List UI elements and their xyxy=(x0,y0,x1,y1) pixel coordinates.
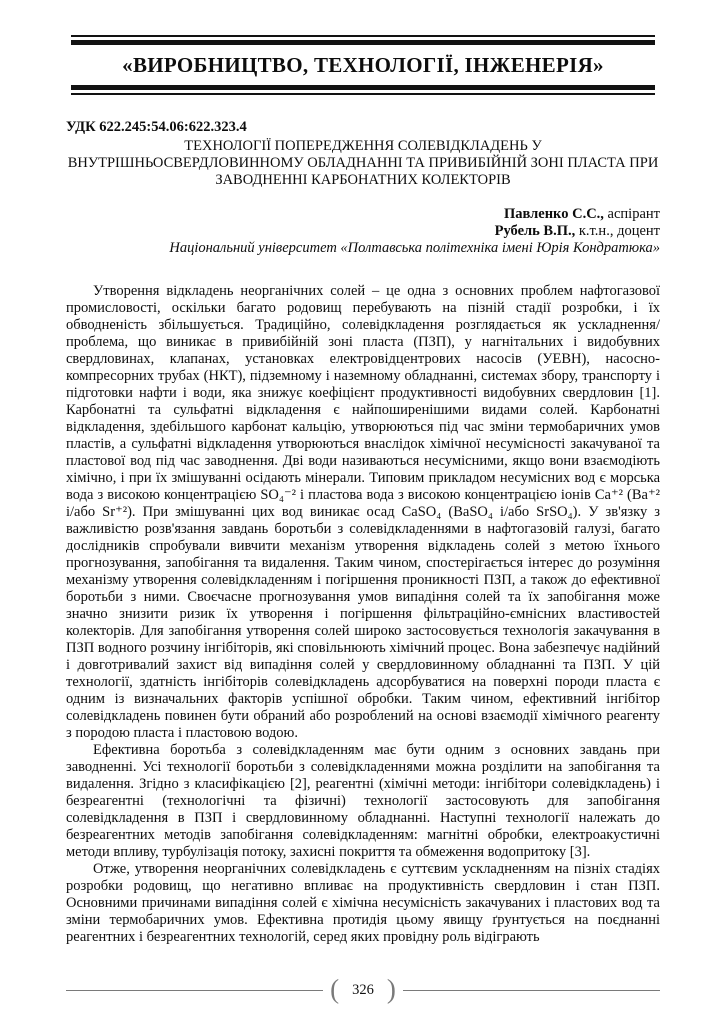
article-title: ТЕХНОЛОГІЇ ПОПЕРЕДЖЕННЯ СОЛЕВІДКЛАДЕНЬ У ВНУТРІШНЬОСВЕРДЛОВИННОМУ ОБЛАДНАННІ ТА ПРИВИБІЙНІЙ ЗОНІ ПЛАСТА ПРИ ЗАВОДНЕННІ КАРБОНАТНИХ КОЛЕКТОРІВ xyxy=(67,138,659,188)
footer-rule-right xyxy=(403,990,660,991)
body-paragraph-3: Отже, утворення неорганічних солевідкладень є суттєвим ускладненням на пізніх стадіях розробки родовищ, що негативно впливає на продуктивність свердловин і стан ПЗП. Основними причинами випадіння солей є хімічна несумісність закачуваних і пластових вод та зміни термобаричних умов. Ефективна протидія цьому явищу ґрунтується на поєднанні реагентних і безреагентних технологій, серед яких провідну роль відіграють xyxy=(66,861,660,945)
author-role: к.т.н., доцент xyxy=(575,223,660,239)
article-body xyxy=(66,283,660,946)
journal-banner xyxy=(71,35,655,95)
body-paragraph-2: Ефективна боротьба з солевідкладенням має бути одним з основних завдань при заводненні. Усі технології боротьби з солевідкладеннями можна розділити на запобігання та видалення. Згідно з класифікацією [2], реагентні (хімічні методи: інгібітори солевідкладень) і безреагентні (технологічні та фізичні) технології застосовують для запобігання солевідкладення в ПЗП і свердловинному обладнанні. Наступні технології належать до безреагентних методів запобігання солевідкладенням: магнітні обробки, електроакустичні методи впливу, турбулізація потоку, захисні покриття та обмеження водопритоку [3]. xyxy=(66,742,660,860)
page-footer xyxy=(66,975,660,1005)
page-number: 326 xyxy=(352,981,374,998)
author-name: Павленко С.С., xyxy=(503,206,604,222)
page-number-right-bracket: ) xyxy=(386,973,396,1004)
journal-banner-title: «ВИРОБНИЦТВО, ТЕХНОЛОГІЇ, ІНЖЕНЕРІЯ» xyxy=(122,53,604,77)
authors-block xyxy=(66,206,660,257)
footer-rule-left xyxy=(66,990,323,991)
page-number-left-bracket: ( xyxy=(330,973,340,1004)
journal-banner-inner xyxy=(71,40,655,90)
udc-code: УДК 622.245:54.06:622.323.4 xyxy=(66,119,247,135)
article xyxy=(66,119,660,946)
author-line xyxy=(66,206,660,223)
author-name: Рубель В.П., xyxy=(494,223,576,239)
author-role: аспірант xyxy=(603,206,660,222)
author-line xyxy=(66,223,660,240)
affiliation: Національний університет «Полтавська політехніка імені Юрія Кондратюка» xyxy=(169,240,660,256)
body-paragraph-1: Утворення відкладень неорганічних солей – це одна з основних проблем нафтогазової промисловості, оскільки багато родовищ перебувають на пізній стадії розробки, і їх обводненість збільшується. Традиційно, солевідкладення розглядається як ускладнення/проблема, що виникає в привибійній зоні пласта (ПЗП), у нагнітальних і видобувних свердловинах, клапанах, установках електровідцентрових насосів (УЕВН), насосно-компресорних трубах (НКТ), підземному і наземному обладнанні, системах збору, транспорту і підготовки нафти і води, яка знижує коефіцієнт продуктивності видобувних свердловин [1]. Карбонатні та сульфатні відкладення є найпоширенішими видами солей. Карбонатні відкладення, здебільшого карбонат кальцію, утворюються під час зміни термобаричних умов пластів, а сульфатні відкладення утворюються внаслідок хімічної несумісності закачуваної та пластової вод під час заводнення. Дві води називаються несумісними, якщо вони взаємодіють хімічно, і при їх змішуванні осідають мінерали. Типовим прикладом несумісних вод є морська вода з високою концентрацією SO₄⁻² і пластова вода з високою концентрацією іонів Ca⁺² (Ba⁺² і/або Sr⁺²). При змішуванні цих вод виникає осад CaSO₄ (BaSO₄ і/або SrSO₄). У зв'язку з важливістю розв'язання завдань боротьби з солевідкладеннями в нафтогазовій галузі, багато дослідників спробували вивчити механізм утворення відкладень солей з метою їхнього прогнозування, запобігання та видалення. Таким чином, спостерігається інтерес до розуміння механізму утворення солевідкладенням і погіршення проникності ПЗП, а також до ефективної боротьби з ними. Своєчасне прогнозування умов випадіння солей та їх запобігання може значно знизити ризик їх утворення і погіршення фільтраційно-ємнісних властивостей колекторів. Для запобігання утворення солей широко застосовується технологія закачування в ПЗП водного розчину інгібіторів, які сповільнюють хімічний процес. Вона забезпечує надійний і довготривалий захист від випадіння солей у свердловинному обладнанні та ПЗП. У цій технології, здатність інгібіторів солевідкладень адсорбуватися на поверхні породи пласта є одним із визначальних факторів успішної обробки. Таким чином, ефективний інгібітор солевідкладень повинен бути обраний або розроблений на основі взаємодії хімічного реагенту з породою пласта і пластовою водою. xyxy=(66,283,660,741)
journal-page xyxy=(66,0,660,1024)
